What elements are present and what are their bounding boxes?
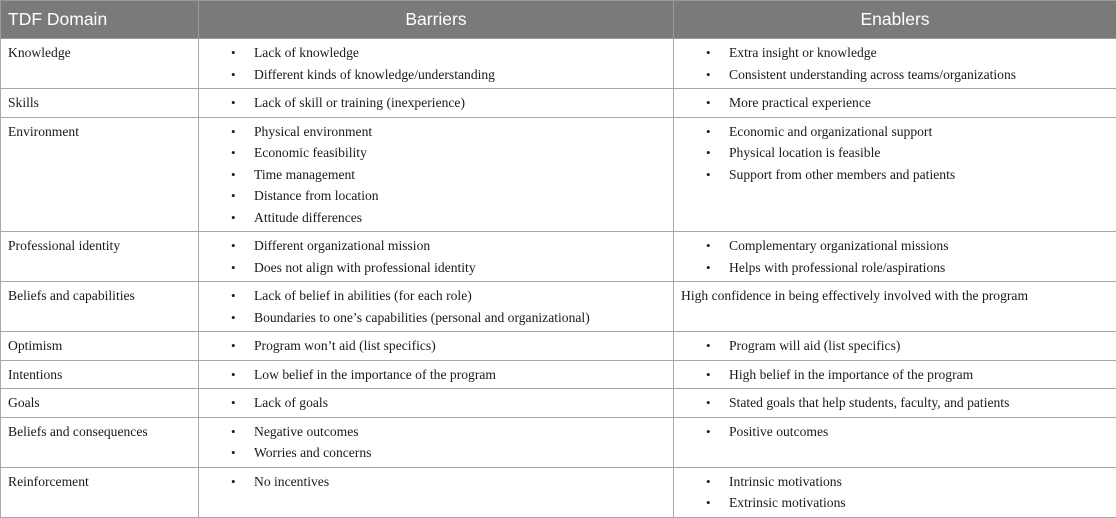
barriers-cell [199,467,674,517]
enablers-cell [674,417,1116,467]
list-item: • Helps with professional role/aspirations [706,257,1110,279]
list-item: • Different kinds of knowledge/understanding [231,64,667,86]
list-item: • Intrinsic motivations [706,471,1110,493]
list-item: • Time management [231,164,667,186]
domain-cell: Optimism [1,332,199,361]
header-tdf-domain: TDF Domain [1,1,199,39]
barriers-cell [199,117,674,232]
list-item: • Complementary organizational missions [706,235,1110,257]
barriers-cell [199,232,674,282]
list-item: • Extrinsic motivations [706,492,1110,514]
barriers-cell [199,282,674,332]
table-row [1,232,1116,282]
list-item: • Program won’t aid (list specifics) [231,335,667,357]
list-item: • Support from other members and patients [706,164,1110,186]
enablers-cell [674,89,1116,118]
enablers-cell [674,467,1116,517]
table-row [1,389,1116,418]
domain-cell: Beliefs and capabilities [1,282,199,332]
list-item: • Economic and organizational support [706,121,1110,143]
domain-cell: Intentions [1,360,199,389]
list-item: • Lack of knowledge [231,42,667,64]
list-item: • Low belief in the importance of the program [231,364,667,386]
table-row [1,360,1116,389]
enablers-cell [674,39,1116,89]
domain-cell: Reinforcement [1,467,199,517]
table-row [1,467,1116,517]
list-item: • Positive outcomes [706,421,1110,443]
list-item: • Economic feasibility [231,142,667,164]
table-row [1,417,1116,467]
table-header [1,1,1116,39]
list-item: • Boundaries to one’s capabilities (personal and organizational) [231,307,667,329]
enablers-cell [674,332,1116,361]
header-enablers: Enablers [674,1,1116,39]
domain-cell: Environment [1,117,199,232]
list-item: • Lack of goals [231,392,667,414]
list-item: • Does not align with professional identity [231,257,667,279]
domain-cell: Beliefs and consequences [1,417,199,467]
header-barriers: Barriers [199,1,674,39]
list-item: • No incentives [231,471,667,493]
barriers-cell [199,360,674,389]
domain-cell: Skills [1,89,199,118]
enablers-cell [674,117,1116,232]
list-item: • More practical experience [706,92,1110,114]
table-row [1,89,1116,118]
barriers-cell [199,89,674,118]
list-item: • Lack of belief in abilities (for each role) [231,285,667,307]
enablers-cell [674,282,1116,332]
list-item: • Worries and concerns [231,442,667,464]
enablers-text: High confidence in being effectively involved with the program [681,288,1028,303]
domain-cell: Goals [1,389,199,418]
table-row [1,117,1116,232]
list-item: • Extra insight or knowledge [706,42,1110,64]
list-item: • Lack of skill or training (inexperience) [231,92,667,114]
barriers-cell [199,389,674,418]
barriers-cell [199,417,674,467]
list-item: • Consistent understanding across teams/organizations [706,64,1110,86]
domain-cell: Professional identity [1,232,199,282]
list-item: • Attitude differences [231,207,667,229]
barriers-cell [199,39,674,89]
barriers-cell [199,332,674,361]
list-item: • Physical environment [231,121,667,143]
enablers-cell [674,360,1116,389]
list-item: • Distance from location [231,185,667,207]
table-row [1,282,1116,332]
list-item: • Program will aid (list specifics) [706,335,1110,357]
domain-cell: Knowledge [1,39,199,89]
list-item: • Stated goals that help students, faculty, and patients [706,392,1110,414]
list-item: • Different organizational mission [231,235,667,257]
list-item: • Physical location is feasible [706,142,1110,164]
enablers-cell [674,232,1116,282]
table-row [1,332,1116,361]
enablers-cell [674,389,1116,418]
list-item: • Negative outcomes [231,421,667,443]
list-item: • High belief in the importance of the program [706,364,1110,386]
table-row [1,39,1116,89]
